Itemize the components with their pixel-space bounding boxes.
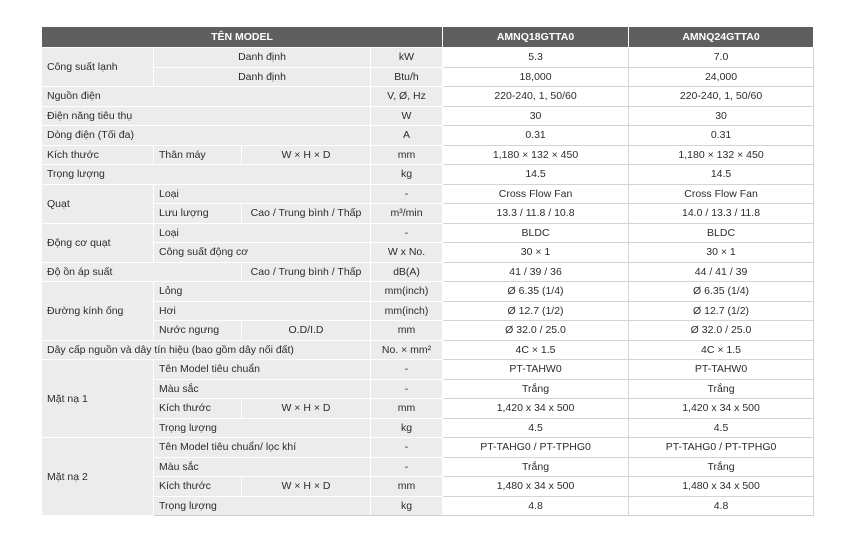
row-label: Nguồn điện: [42, 87, 371, 107]
table-row: [42, 48, 814, 68]
row-label: Quạt: [42, 184, 154, 223]
row-label: Dây cấp nguồn và dây tín hiệu (bao gồm dây nối đất): [42, 340, 371, 360]
model-2-header: AMNQ24GTTA0: [629, 27, 814, 48]
value-cell: Cross Flow Fan: [629, 184, 814, 204]
sub-label: Loại: [154, 223, 371, 243]
value-cell: Ø 32.0 / 25.0: [629, 321, 814, 341]
unit-cell: A: [371, 126, 443, 146]
value-cell: 220-240, 1, 50/60: [629, 87, 814, 107]
value-cell: 30: [443, 106, 629, 126]
value-cell: 4.5: [443, 418, 629, 438]
sub-label: Nước ngưng: [154, 321, 242, 341]
table-row: [42, 165, 814, 185]
row-label: Trọng lượng: [42, 165, 371, 185]
value-cell: 13.3 / 11.8 / 10.8: [443, 204, 629, 224]
unit-cell: kW: [371, 48, 443, 68]
table-row: [42, 126, 814, 146]
sub-label: Màu sắc: [154, 379, 371, 399]
sub-label: Thân máy: [154, 145, 242, 165]
value-cell: Ø 12.7 (1/2): [629, 301, 814, 321]
unit-cell: No. × mm²: [371, 340, 443, 360]
table-row: [42, 399, 814, 419]
table-row: [42, 184, 814, 204]
table-row: [42, 379, 814, 399]
sub-label: Lỏng: [154, 282, 371, 302]
unit-cell: kg: [371, 418, 443, 438]
table-row: [42, 204, 814, 224]
row-label: Độ ồn áp suất: [42, 262, 242, 282]
row-label: Kích thước: [42, 145, 154, 165]
row-label: Động cơ quạt: [42, 223, 154, 262]
table-row: [42, 418, 814, 438]
row-label: Dòng điện (Tối đa): [42, 126, 371, 146]
table-row: [42, 477, 814, 497]
unit-cell: -: [371, 379, 443, 399]
sub-label: Danh định: [154, 67, 371, 87]
table-row: [42, 282, 814, 302]
value-cell: Trắng: [629, 379, 814, 399]
spec-label: Cao / Trung bình / Thấp: [242, 204, 371, 224]
value-cell: PT-TAHW0: [629, 360, 814, 380]
value-cell: Ø 6.35 (1/4): [629, 282, 814, 302]
value-cell: 4C × 1.5: [443, 340, 629, 360]
table-row: [42, 106, 814, 126]
unit-cell: -: [371, 223, 443, 243]
value-cell: PT-TAHG0 / PT-TPHG0: [629, 438, 814, 458]
table-row: [42, 438, 814, 458]
unit-cell: W: [371, 106, 443, 126]
value-cell: Cross Flow Fan: [443, 184, 629, 204]
value-cell: Trắng: [443, 457, 629, 477]
value-cell: Trắng: [443, 379, 629, 399]
value-cell: 18,000: [443, 67, 629, 87]
unit-cell: mm: [371, 321, 443, 341]
table-row: [42, 145, 814, 165]
value-cell: Ø 6.35 (1/4): [443, 282, 629, 302]
value-cell: 30 × 1: [629, 243, 814, 263]
table-row: [42, 243, 814, 263]
value-cell: PT-TAHG0 / PT-TPHG0: [443, 438, 629, 458]
sub-label: Danh định: [154, 48, 371, 68]
row-label: Mặt nạ 2: [42, 438, 154, 516]
table-row: [42, 67, 814, 87]
value-cell: 1,480 x 34 x 500: [629, 477, 814, 497]
unit-cell: m³/min: [371, 204, 443, 224]
table-row: [42, 87, 814, 107]
sub-label: Trọng lượng: [154, 496, 371, 516]
unit-cell: mm: [371, 477, 443, 497]
value-cell: 220-240, 1, 50/60: [443, 87, 629, 107]
table-row: [42, 301, 814, 321]
value-cell: 4.5: [629, 418, 814, 438]
unit-cell: kg: [371, 165, 443, 185]
unit-cell: V, Ø, Hz: [371, 87, 443, 107]
value-cell: 5.3: [443, 48, 629, 68]
value-cell: 44 / 41 / 39: [629, 262, 814, 282]
row-label: Công suất lạnh: [42, 48, 154, 87]
unit-cell: mm(inch): [371, 301, 443, 321]
spec-label: Cao / Trung bình / Thấp: [242, 262, 371, 282]
unit-cell: dB(A): [371, 262, 443, 282]
value-cell: 1,420 x 34 x 500: [443, 399, 629, 419]
value-cell: Ø 32.0 / 25.0: [443, 321, 629, 341]
value-cell: BLDC: [629, 223, 814, 243]
unit-cell: -: [371, 457, 443, 477]
unit-cell: -: [371, 360, 443, 380]
row-label: Mặt nạ 1: [42, 360, 154, 438]
model-name-header: TÊN MODEL: [42, 27, 443, 48]
row-label: Đường kính ống: [42, 282, 154, 341]
spec-table: [41, 26, 814, 516]
unit-cell: -: [371, 438, 443, 458]
table-row: [42, 262, 814, 282]
spec-label: W × H × D: [242, 477, 371, 497]
value-cell: Ø 12.7 (1/2): [443, 301, 629, 321]
value-cell: Trắng: [629, 457, 814, 477]
sub-label: Hơi: [154, 301, 371, 321]
sub-label: Kích thước: [154, 477, 242, 497]
table-row: [42, 457, 814, 477]
sub-label: Loại: [154, 184, 371, 204]
unit-cell: mm: [371, 399, 443, 419]
value-cell: BLDC: [443, 223, 629, 243]
unit-cell: mm: [371, 145, 443, 165]
value-cell: 1,180 × 132 × 450: [629, 145, 814, 165]
value-cell: 14.0 / 13.3 / 11.8: [629, 204, 814, 224]
sub-label: Công suất động cơ: [154, 243, 371, 263]
unit-cell: W x No.: [371, 243, 443, 263]
sub-label: Tên Model tiêu chuẩn/ lọc khí: [154, 438, 371, 458]
value-cell: 0.31: [443, 126, 629, 146]
value-cell: 1,420 x 34 x 500: [629, 399, 814, 419]
spec-label: O.D/I.D: [242, 321, 371, 341]
table-row: [42, 321, 814, 341]
spec-label: W × H × D: [242, 399, 371, 419]
table-row: [42, 496, 814, 516]
table-row: [42, 360, 814, 380]
table-row: [42, 340, 814, 360]
table-row: [42, 223, 814, 243]
unit-cell: kg: [371, 496, 443, 516]
value-cell: 30 × 1: [443, 243, 629, 263]
sub-label: Lưu lượng: [154, 204, 242, 224]
sub-label: Tên Model tiêu chuẩn: [154, 360, 371, 380]
row-label: Điện năng tiêu thụ: [42, 106, 371, 126]
value-cell: 7.0: [629, 48, 814, 68]
sub-label: Màu sắc: [154, 457, 371, 477]
value-cell: 4.8: [629, 496, 814, 516]
value-cell: 0.31: [629, 126, 814, 146]
value-cell: 14.5: [629, 165, 814, 185]
value-cell: 30: [629, 106, 814, 126]
header-row: [42, 27, 814, 48]
value-cell: 4C × 1.5: [629, 340, 814, 360]
value-cell: 4.8: [443, 496, 629, 516]
value-cell: 14.5: [443, 165, 629, 185]
unit-cell: mm(inch): [371, 282, 443, 302]
unit-cell: -: [371, 184, 443, 204]
value-cell: 41 / 39 / 36: [443, 262, 629, 282]
model-1-header: AMNQ18GTTA0: [443, 27, 629, 48]
value-cell: 1,480 x 34 x 500: [443, 477, 629, 497]
unit-cell: Btu/h: [371, 67, 443, 87]
value-cell: 1,180 × 132 × 450: [443, 145, 629, 165]
sub-label: Trọng lượng: [154, 418, 371, 438]
sub-label: Kích thước: [154, 399, 242, 419]
value-cell: PT-TAHW0: [443, 360, 629, 380]
value-cell: 24,000: [629, 67, 814, 87]
spec-label: W × H × D: [242, 145, 371, 165]
